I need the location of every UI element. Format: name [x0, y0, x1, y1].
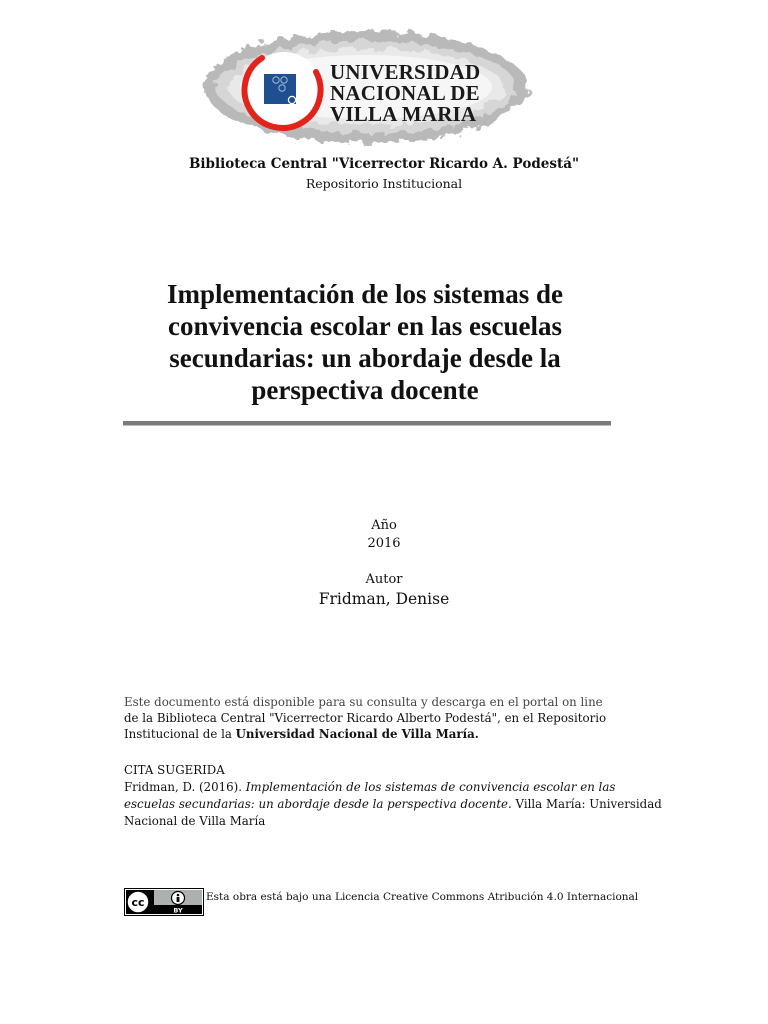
citation-text: [124, 779, 664, 830]
logo-line-1: UNIVERSIDAD: [330, 60, 481, 84]
document-title: Implementación de los sistemas de convivencia escolar en las escuelas secundarias: un abordaje desde la perspectiva docente: [167, 279, 563, 405]
citation-suffix: Villa María: Universidad Nacional de Villa María: [124, 797, 662, 828]
university-name-bold: Universidad Nacional de Villa María.: [235, 727, 479, 741]
suggested-citation: [124, 762, 664, 830]
availability-line-3: [124, 726, 664, 742]
cc-icon-text: cc: [131, 896, 145, 909]
logo-line-3: VILLA MARIA: [330, 102, 477, 126]
library-name: Biblioteca Central "Vicerrector Ricardo A. Podestá": [189, 156, 579, 172]
availability-line-1: Este documento está disponible para su consulta y descarga en el portal on line: [124, 695, 603, 709]
cc-by-license-badge[interactable]: [124, 888, 204, 916]
availability-line-2: de la Biblioteca Central "Vicerrector Ricardo Alberto Podestá", en el Repositorio: [124, 711, 607, 725]
by-label: BY: [173, 906, 183, 915]
availability-line-3-prefix: Institucional de la: [124, 727, 236, 741]
citation-prefix: Fridman, D. (2016).: [124, 780, 246, 794]
license-text: Esta obra está bajo una Licencia Creative Commons Atribución 4.0 Internacional: [206, 891, 639, 903]
title-divider: [123, 421, 611, 426]
repository-name: Repositorio Institucional: [305, 176, 463, 191]
year-label: Año: [371, 518, 397, 533]
logo-wordmark: [330, 62, 480, 125]
logo-line-2: NACIONAL DE: [330, 81, 480, 105]
citation-heading: CITA SUGERIDA: [124, 763, 225, 777]
citation-title: Implementación de los sistemas de convivencia escolar en las escuelas secundarias: un abordaje desde la perspectiva docente.: [124, 780, 616, 811]
university-logo: [196, 22, 536, 152]
logo-emblem-icon: [264, 74, 296, 104]
author-name: Fridman, Denise: [318, 590, 450, 608]
year-value: 2016: [367, 536, 401, 551]
author-label: Autor: [365, 572, 403, 587]
availability-notice: [124, 694, 664, 742]
